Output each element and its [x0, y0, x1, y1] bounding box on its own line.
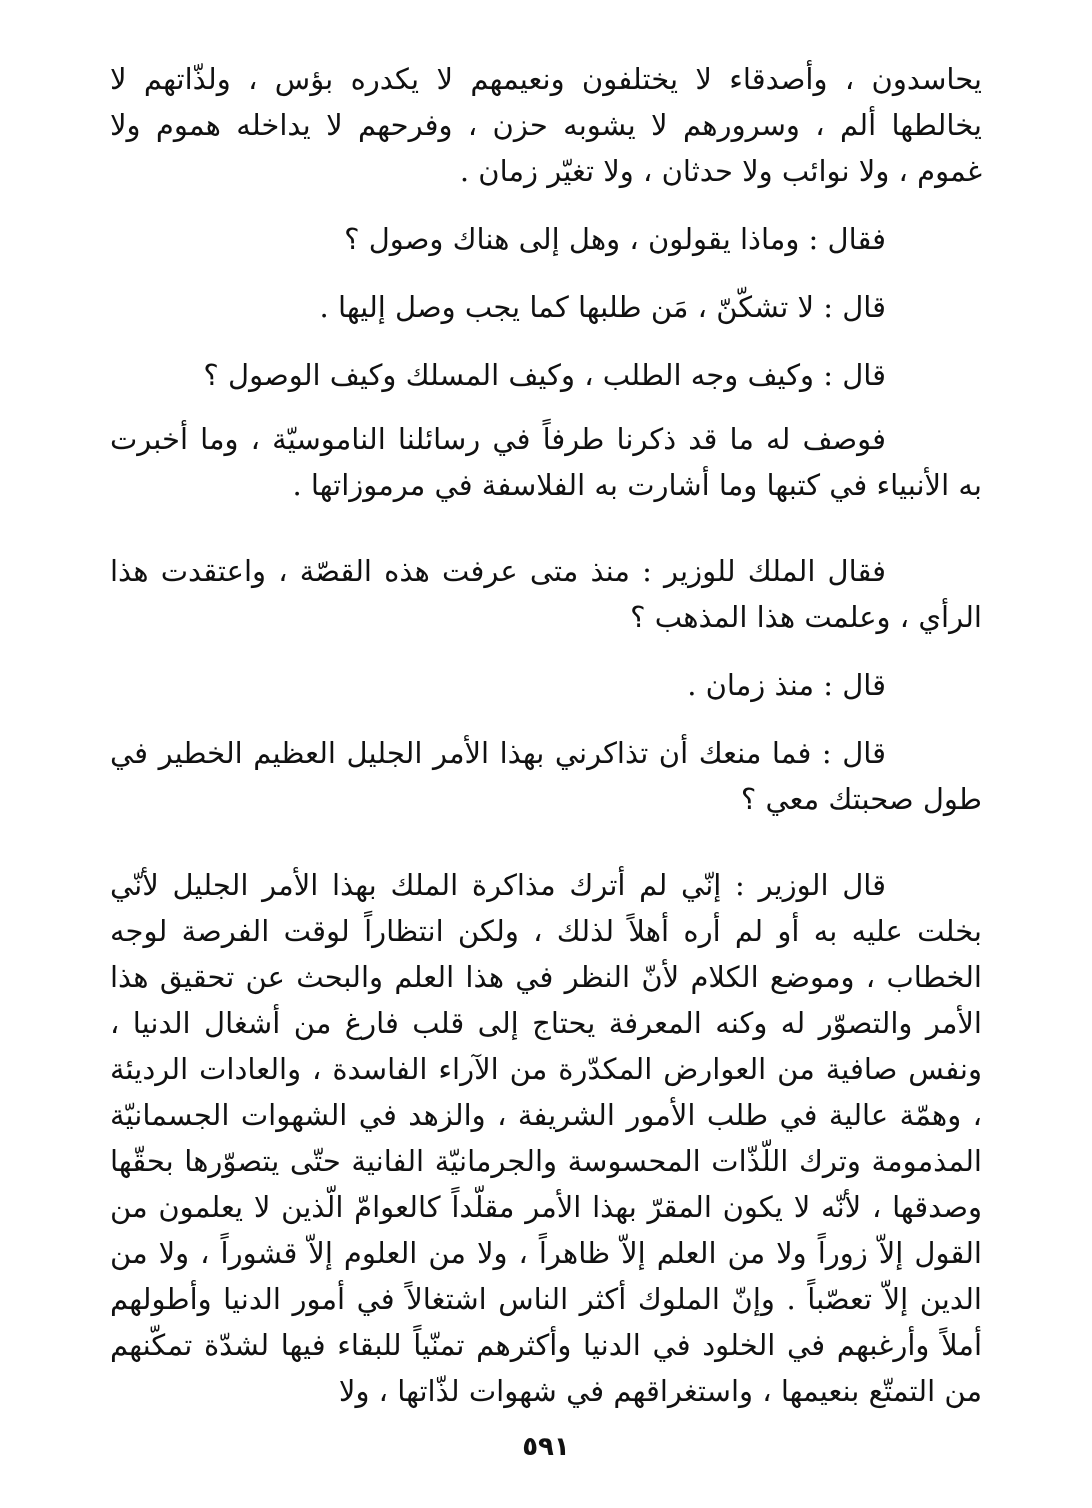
paragraph-king-question: فقال الملك للوزير : منذ متى عرفت هذه القصّة ، واعتقدت هذا الرأي ، وعلمت هذا المذهب ؟ [110, 554, 982, 634]
paragraph-minister-answer: قال الوزير : إنّي لم أترك مذاكرة الملك بهذا الأمر الجليل لأنّي بخلت عليه به أو لم أره أهلاً لذلك ، ولكن انتظاراً لوقت الفرصة لوجه الخطاب ، وموضع الكلام لأنّ النظر في هذا العلم والبحث عن تحقيق هذا الأمر والتصوّر له وكنه المعرفة يحتاج إلى قلب فارغ من أشغال الدنيا ، ونفس صافية من العوارض المكدّرة من الآراء الفاسدة ، والعادات الرديئة ، وهمّة عالية في طلب الأمور الشريفة ، والزهد في الشهوات الجسمانيّة المذمومة وترك اللّذّات المحسوسة والجرمانيّة الفانية حتّى يتصوّرها بحقّها وصدقها ، لأنّه لا يكون المقرّ بهذا الأمر مقلّداً كالعوامّ الّذين لا يعلمون من القول إلاّ زوراً ولا من العلم إلاّ ظاهراً ، ولا من العلوم إلاّ قشوراً ، ولا من الدين إلاّ تعصّباً . وإنّ الملوك أكثر الناس اشتغالاً في أمور الدنيا وأطولهم أملاً وأرغبهم في الخلود في الدنيا وأكثرهم تمنّياً للبقاء فيها لشدّة تمكّنهم من التمتّع بنعيمها ، واستغراقهم في شهوات لذّاتها ، ولا [110, 868, 982, 1408]
paragraph-answer: قال : منذ زمان . [687, 668, 886, 702]
paragraph-description: فوصف له ما قد ذكرنا طرفاً في رسائلنا الناموسيّة ، وما أخبرت به الأنبياء في كتبها وما أشارت به الفلاسفة في مرموزاتها . [110, 422, 982, 502]
paragraph-answer: قال : لا تشكّنّ ، مَن طلبها كما يجب وصل إليها . [319, 290, 886, 324]
paragraph-question: قال : فما منعك أن تذاكرني بهذا الأمر الجليل العظيم الخطير في طول صحبتك معي ؟ [110, 736, 982, 816]
page-number: ٥٩١ [522, 1432, 570, 1462]
paragraph-question: قال : وكيف وجه الطلب ، وكيف المسلك وكيف الوصول ؟ [203, 358, 886, 392]
paragraph-continuation: يحاسدون ، وأصدقاء لا يختلفون ونعيمهم لا يكدره بؤس ، ولذّاتهم لا يخالطها ألم ، وسرورهم لا يشوبه حزن ، وفرحهم لا يداخله هموم ولا غموم ، ولا نوائب ولا حدثان ، ولا تغيّر زمان . [110, 62, 982, 188]
paragraph-question: فقال : وماذا يقولون ، وهل إلى هناك وصول ؟ [344, 222, 886, 256]
